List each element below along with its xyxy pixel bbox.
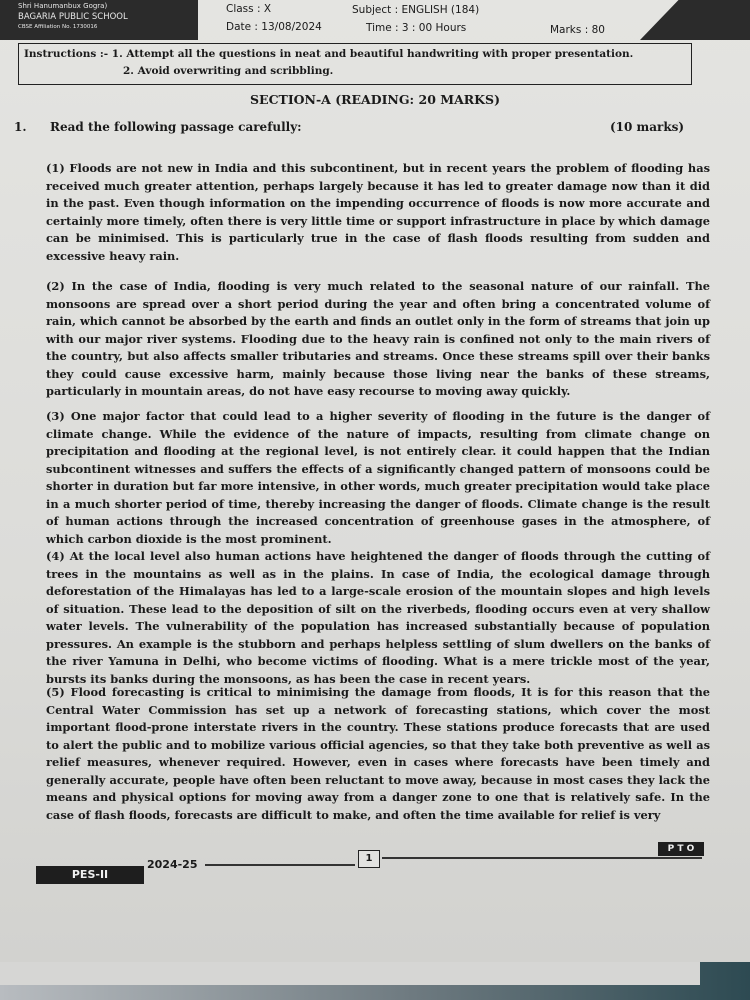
passage-paragraph-3: (3) One major factor that could lead to a higher severity of flooding in the future is the danger of climate change. While the evidence of the nature of impacts, resulting from climate change on precipitation and flooding at the regional level, is not entirely clear. it could happen that the Indian subcontinent witnesses and suffers the effects of a significantly changed pattern of monsoons could be shorter in duration but far more intensive, in other words, much greater precipitation would take place in a much shorter period of time, thereby increasing the danger of floods. Climate change is the result of human actions through the increased concentration of greenhouse gases in the atmosphere, of which carbon dioxide is the most prominent. (46, 409, 710, 546)
class-label: Class : X (226, 3, 272, 15)
school-header-block (0, 0, 198, 40)
subject-label: Subject : ENGLISH (184) (352, 4, 480, 16)
time-label: Time : 3 : 00 Hours (366, 22, 467, 34)
paper-code-badge: PES-II (36, 866, 144, 884)
instruction-line-2: 2. Avoid overwriting and scribbling. (123, 65, 334, 77)
footer-rule-left (205, 864, 355, 866)
footer-rule-right (382, 857, 702, 859)
marks-label: Marks : 80 (550, 24, 605, 36)
question-number: 1. (14, 120, 27, 134)
passage-paragraph-2: (2) In the case of India, flooding is very much related to the seasonal nature of our rainfall. The monsoons are spread over a short period during the year and often bring a concentrated volume of rain, which cannot be absorbed by the earth and finds an outlet only in the form of streams that join up with our major river systems. Flooding due to the heavy rain is confined not only to the main rivers of the country, but also affects smaller tributaries and streams. Once these streams spill over their banks they could cause excessive harm, mainly because those living near the banks of these streams, particularly in mountain areas, do not have easy recourse to moving away quickly. (46, 279, 710, 398)
school-line1: Shri Hanumanbux Gogra) (18, 2, 108, 10)
affiliation-number: CBSE Affiliation No. 1730016 (18, 24, 98, 30)
pto-badge: P T O (658, 842, 704, 856)
question-text: Read the following passage carefully: (50, 120, 302, 134)
passage-paragraph-4: (4) At the local level also human actions have heightened the danger of floods through the cutting of trees in the mountains as well as in the plains. In case of India, the ecological damage through deforestation of the Himalayas has led to a large-scale erosion of the mountain slopes and high levels of situation. These lead to the deposition of silt on the riverbeds, flooding occurs even at very shallow water levels. The vulnerability of the population has increased substantially because of population pressures. An example is the stubborn and perhaps helpless settling of slum dwellers on the banks of the river Yamuna in Delhi, who become victims of flooding. What is a mere trickle most of the year, bursts its banks during the monsoons, as has been the case in recent years. (46, 549, 710, 686)
header-corner-block (640, 0, 750, 40)
instruction-line-1: Instructions :- 1. Attempt all the questions in neat and beautiful handwriting with proper presentation. (24, 48, 634, 60)
session-year: 2024-25 (147, 858, 198, 871)
instructions-box (18, 43, 692, 85)
school-name: BAGARIA PUBLIC SCHOOL (18, 12, 128, 22)
question-marks: (10 marks) (610, 120, 685, 134)
page-number: 1 (358, 850, 380, 868)
passage-paragraph-1: (1) Floods are not new in India and this subcontinent, but in recent years the problem of flooding has received much greater attention, perhaps largely because it has led to greater damage now than it did in the past. Even though information on the impending occurrence of floods is now more accurate and certainly more timely, often there is very little time or support infrastructure in place by which damage can be minimised. This is particularly true in the case of flash floods resulting from sudden and excessive heavy rain. (46, 161, 710, 263)
date-label: Date : 13/08/2024 (226, 21, 322, 33)
section-title: SECTION-A (READING: 20 MARKS) (250, 92, 500, 107)
passage-paragraph-5: (5) Flood forecasting is critical to minimising the damage from floods, It is for this reason that the Central Water Commission has set up a network of forecasting stations, which cover the most important flood-prone interstate rivers in the country. These stations produce forecasts that are used to alert the public and to mobilize various official agencies, so that they take both preventive as well as relief measures, whenever required. However, even in cases where forecasts have been timely and generally accurate, people have often been reluctant to move away, because in most cases they lack the means and physical options for moving away from a danger zone to one that is relatively safe. In the case of flash floods, forecasts are difficult to make, and often the time available for relief is very (46, 685, 710, 822)
